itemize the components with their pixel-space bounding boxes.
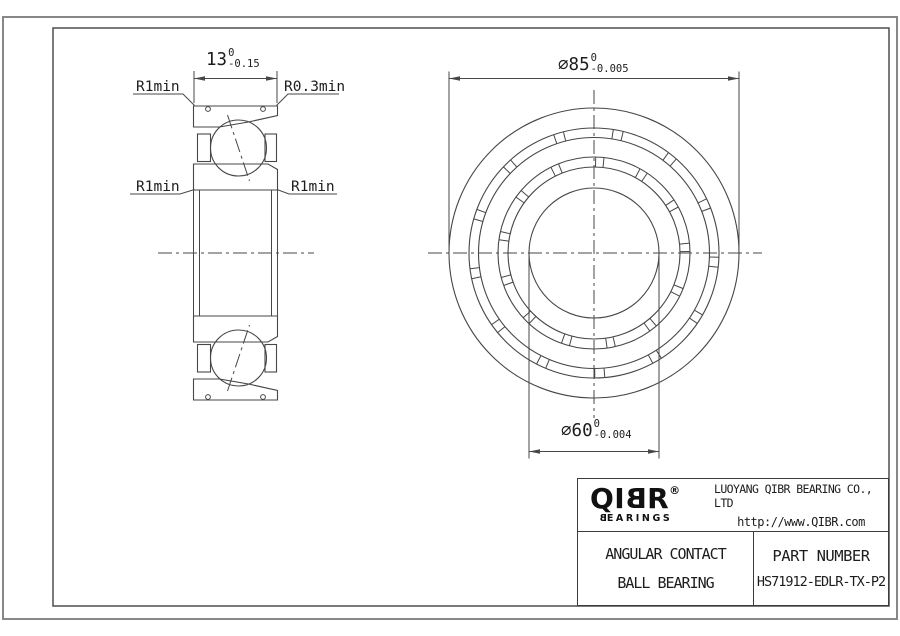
- cage-pocket-edge-line: [689, 318, 697, 323]
- cage-pocket-edge-line: [694, 310, 702, 315]
- logo-text-pre: QI: [590, 482, 626, 516]
- cage-pocket-edge-line: [546, 360, 550, 369]
- logo-sub-mirrored-letter: B: [597, 512, 607, 524]
- cage-pocket-edge-line: [670, 207, 679, 212]
- inner-ring-section: [194, 164, 278, 190]
- leader-r03-top-right: [277, 94, 340, 106]
- bore-value: ∅60: [561, 421, 593, 441]
- title-block-header-row: [578, 479, 888, 532]
- seal-dot-left: [206, 107, 211, 112]
- bore-dimension-text: [561, 418, 632, 442]
- cage-pocket-edge-line: [670, 159, 676, 166]
- od-dimension-text: [558, 52, 629, 76]
- bore-tol-upper: 0: [593, 418, 600, 430]
- cage-pocket-edge-line: [635, 169, 640, 178]
- cage-section-left: [198, 134, 211, 162]
- cage-pocket-edge-line: [559, 164, 563, 173]
- cage-pocket-edge-line: [666, 200, 674, 206]
- cage-pocket-edge-line: [500, 232, 510, 234]
- seal-dot-right: [261, 107, 266, 112]
- cage-pocket-edge-line: [698, 199, 707, 203]
- cage-pocket-edge-line: [603, 158, 604, 168]
- front-view: [428, 72, 762, 459]
- registered-trademark-icon: ®: [669, 484, 681, 498]
- company-info: [714, 482, 888, 529]
- cage-pocket-edge-line: [604, 368, 605, 377]
- part-number-value: HS71912-EDLR-TX-P2: [756, 574, 886, 590]
- cage-pocket-edge-line: [554, 135, 557, 144]
- contact-angle-axis: [228, 115, 250, 181]
- radius-label-top-left: R1min: [136, 79, 180, 95]
- cage-pocket-edge-line: [504, 282, 513, 285]
- cage-pocket-edge-line: [612, 130, 613, 139]
- bore-tol-lower: -0.004: [593, 429, 632, 442]
- cage-pocket-edge-line: [680, 243, 690, 244]
- logo-subtitle: [590, 513, 714, 524]
- leader-r1-top-left: [133, 94, 195, 106]
- title-block: [577, 478, 889, 606]
- product-description-line1: ANGULAR CONTACT: [605, 545, 726, 563]
- width-tol-upper: 0: [228, 47, 235, 59]
- logo-wordmark: [590, 482, 714, 516]
- cage-pocket-edge-line: [511, 160, 517, 167]
- cage-pocket-edge-line: [472, 277, 481, 279]
- product-description-line2: BALL BEARING: [617, 574, 714, 592]
- title-block-detail-row: [578, 532, 888, 605]
- cage-pocket-edge-line: [663, 153, 669, 161]
- brand-logo: [578, 482, 714, 524]
- cage-pocket-edge-line: [499, 240, 509, 241]
- logo-mirrored-letter: B: [625, 482, 648, 516]
- radius-label-mid-right: R1min: [291, 179, 335, 195]
- cage-pocket-edge-line: [561, 334, 564, 343]
- part-number-label: PART NUMBER: [772, 547, 870, 565]
- company-name: LUOYANG QIBR BEARING CO., LTD: [714, 481, 873, 510]
- cage-pocket-edge-line: [551, 167, 556, 176]
- cage-pocket-edge-line: [569, 336, 572, 346]
- logo-text-post: R: [647, 482, 670, 516]
- cage-pocket-edge-line: [498, 327, 505, 333]
- company-website: http://www.QIBR.com: [737, 514, 865, 529]
- cage-pocket-edge-line: [709, 266, 719, 267]
- cage-pocket-edge-line: [674, 285, 683, 289]
- cage-pocket-edge-line: [529, 316, 536, 323]
- width-value: 13: [206, 50, 228, 70]
- part-number-cell: [754, 532, 888, 605]
- cage-pocket-edge-line: [606, 338, 607, 348]
- width-tol-lower: -0.15: [228, 58, 260, 71]
- cross-section-view: [130, 71, 339, 400]
- cage-pocket-edge-line: [644, 323, 650, 331]
- cage-pocket-edge-line: [501, 275, 511, 278]
- od-value: ∅85: [558, 55, 590, 75]
- cage-pocket-edge-line: [642, 173, 648, 181]
- radius-label-top-right: R0.3min: [284, 79, 346, 95]
- cage-pocket-edge-line: [492, 319, 500, 324]
- cage-pocket-edge-line: [470, 268, 479, 269]
- radius-label-mid-left: R1min: [136, 179, 180, 195]
- cage-pocket-edge-line: [537, 356, 541, 364]
- width-dimension-text: [206, 47, 260, 71]
- cage-pocket-edge-line: [621, 132, 623, 141]
- cage-pocket-edge-line: [477, 209, 486, 212]
- cage-pocket-edge-line: [474, 219, 483, 222]
- cage-pocket-edge-line: [650, 318, 657, 326]
- logo-sub-rest: EARINGS: [606, 512, 673, 524]
- cage-pocket-edge-line: [503, 167, 510, 174]
- cage-pocket-edge-line: [671, 292, 680, 297]
- cage-pocket-edge-line: [521, 191, 529, 198]
- cage-pocket-edge-line: [648, 355, 653, 363]
- cage-pocket-edge-line: [563, 132, 565, 141]
- cage-pocket-edge-line: [702, 208, 711, 211]
- od-tol-lower: -0.005: [590, 63, 629, 76]
- product-description-cell: [578, 532, 754, 605]
- section-lower-half: [194, 316, 278, 400]
- cage-pocket-edge-line: [613, 337, 615, 347]
- cage-pocket-edge-line: [516, 197, 524, 203]
- od-tol-upper: 0: [590, 52, 597, 64]
- dimension-width: [194, 71, 277, 103]
